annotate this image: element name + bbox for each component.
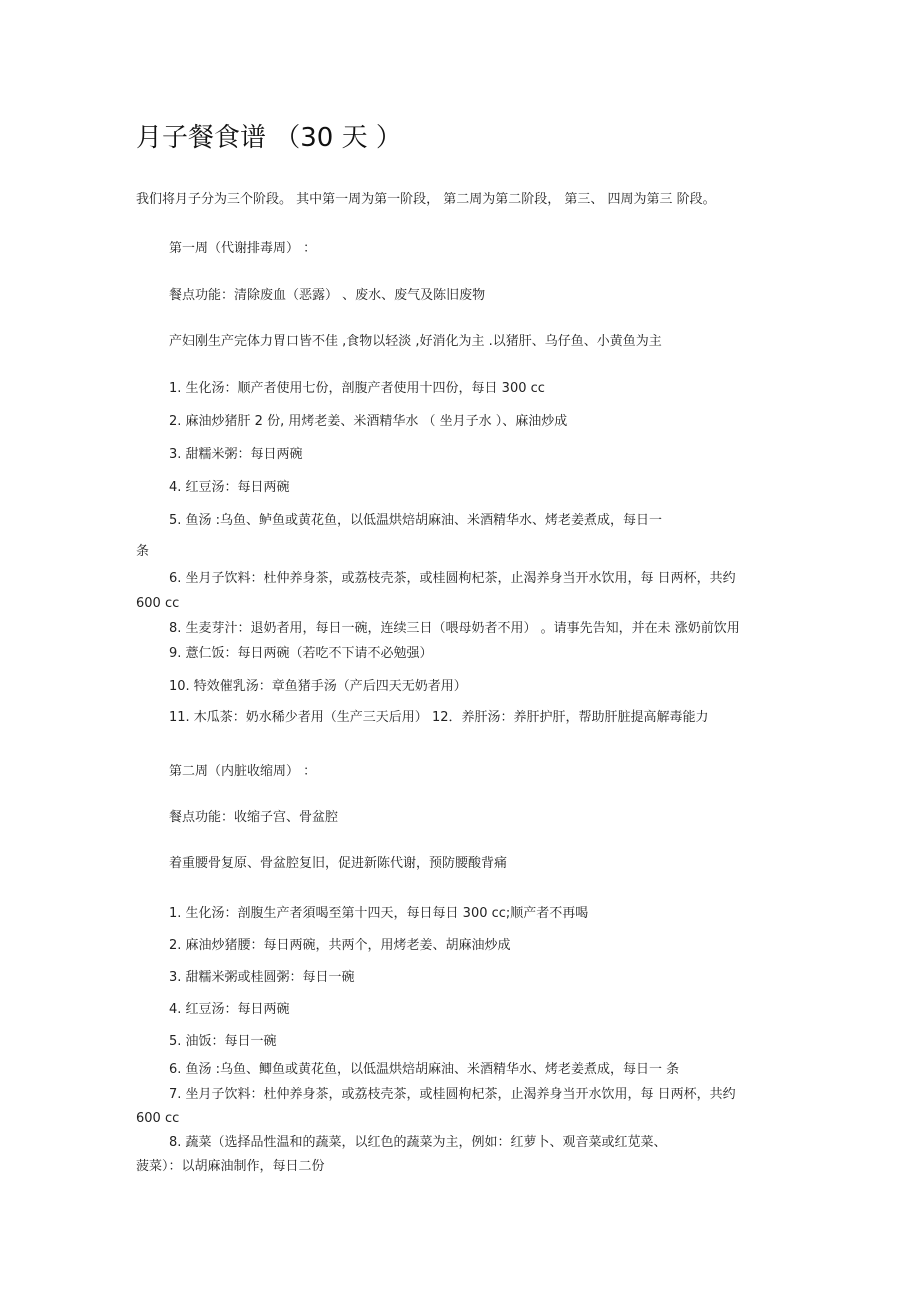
list-item: 2. 麻油炒猪肝 2 份, 用烤老姜、米酒精华水 （ 坐月子水 ）、麻油炒成	[169, 414, 568, 429]
list-item: 7. 坐月子饮料：杜仲养身茶，或荔枝壳茶，或桂圆枸杞茶，止渴养身当开水饮用，每 日两杯，共约	[169, 1087, 736, 1102]
list-item-continuation: 菠菜）：以胡麻油制作，每日二份	[136, 1159, 325, 1174]
week1-function: 餐点功能：清除废血（恶露） 、废水、废气及陈旧废物	[169, 288, 486, 303]
list-item: 6. 鱼汤 :乌鱼、鲫鱼或黄花鱼，以低温烘焙胡麻油、米酒精华水、烤老姜煮成，每日一 条	[169, 1062, 680, 1077]
week1-heading: 第一周（代谢排毒周） ：	[169, 241, 317, 256]
list-item: 4. 红豆汤：每日两碗	[169, 1002, 290, 1017]
list-item: 2. 麻油炒猪腰：每日两碗，共两个，用烤老姜、胡麻油炒成	[169, 938, 511, 953]
week1-note: 产妇刚生产完体力胃口皆不佳 ,食物以轻淡 ,好消化为主 .以猪肝、乌仔鱼、小黄鱼为主	[169, 334, 662, 349]
list-item-continuation: 600 cc	[136, 1111, 180, 1126]
list-item: 9. 薏仁饭：每日两碗（若吃不下请不必勉强）	[169, 646, 433, 661]
list-item: 1. 生化汤：顺产者使用七份，剖腹产者使用十四份，每日 300 cc	[169, 381, 545, 396]
week2-note: 着重腰骨复原、骨盆腔复旧，促进新陈代谢，预防腰酸背痛	[169, 856, 508, 871]
list-item: 10. 特效催乳汤：章鱼猪手汤（产后四天无奶者用）	[169, 679, 467, 694]
list-item: 6. 坐月子饮料：杜仲养身茶，或荔枝壳茶，或桂圆枸杞茶，止渴养身当开水饮用，每 日两杯，共约	[169, 571, 736, 586]
list-item-continuation: 条	[136, 544, 150, 559]
list-item-continuation: 600 cc	[136, 596, 180, 611]
list-item: 3. 甜糯米粥或桂圆粥：每日一碗	[169, 970, 355, 985]
list-item: 8. 蔬菜（选择品性温和的蔬菜，以红色的蔬菜为主，例如：红萝卜、观音菜或红苋菜、	[169, 1135, 667, 1150]
list-item: 11. 木瓜茶：奶水稀少者用（生产三天后用） 12．养肝汤：养肝护肝，帮助肝脏提高解毒能力	[169, 710, 709, 725]
list-item: 4. 红豆汤：每日两碗	[169, 480, 290, 495]
list-item: 3. 甜糯米粥：每日两碗	[169, 447, 303, 462]
intro-paragraph: 我们将月子分为三个阶段。 其中第一周为第一阶段， 第二周为第二阶段， 第三、 四周为第三 阶段。	[136, 192, 716, 207]
list-item: 1. 生化汤：剖腹生产者須喝至第十四天，每日每日 300 cc;顺产者不再喝	[169, 906, 589, 921]
list-item: 8. 生麦芽汁：退奶者用，每日一碗，连续三日（喂母奶者不用） 。请事先告知，并在未 涨奶前饮用	[169, 621, 740, 636]
week2-function: 餐点功能：收缩子宫、骨盆腔	[169, 810, 339, 825]
page-title: 月子餐食谱 （30 天 ）	[136, 123, 402, 153]
list-item: 5. 鱼汤 :乌鱼、鲈鱼或黄花鱼，以低温烘焙胡麻油、米酒精华水、烤老姜煮成，每日一	[169, 513, 663, 528]
week2-heading: 第二周（内脏收缩周） ：	[169, 764, 317, 779]
list-item: 5. 油饭：每日一碗	[169, 1034, 277, 1049]
